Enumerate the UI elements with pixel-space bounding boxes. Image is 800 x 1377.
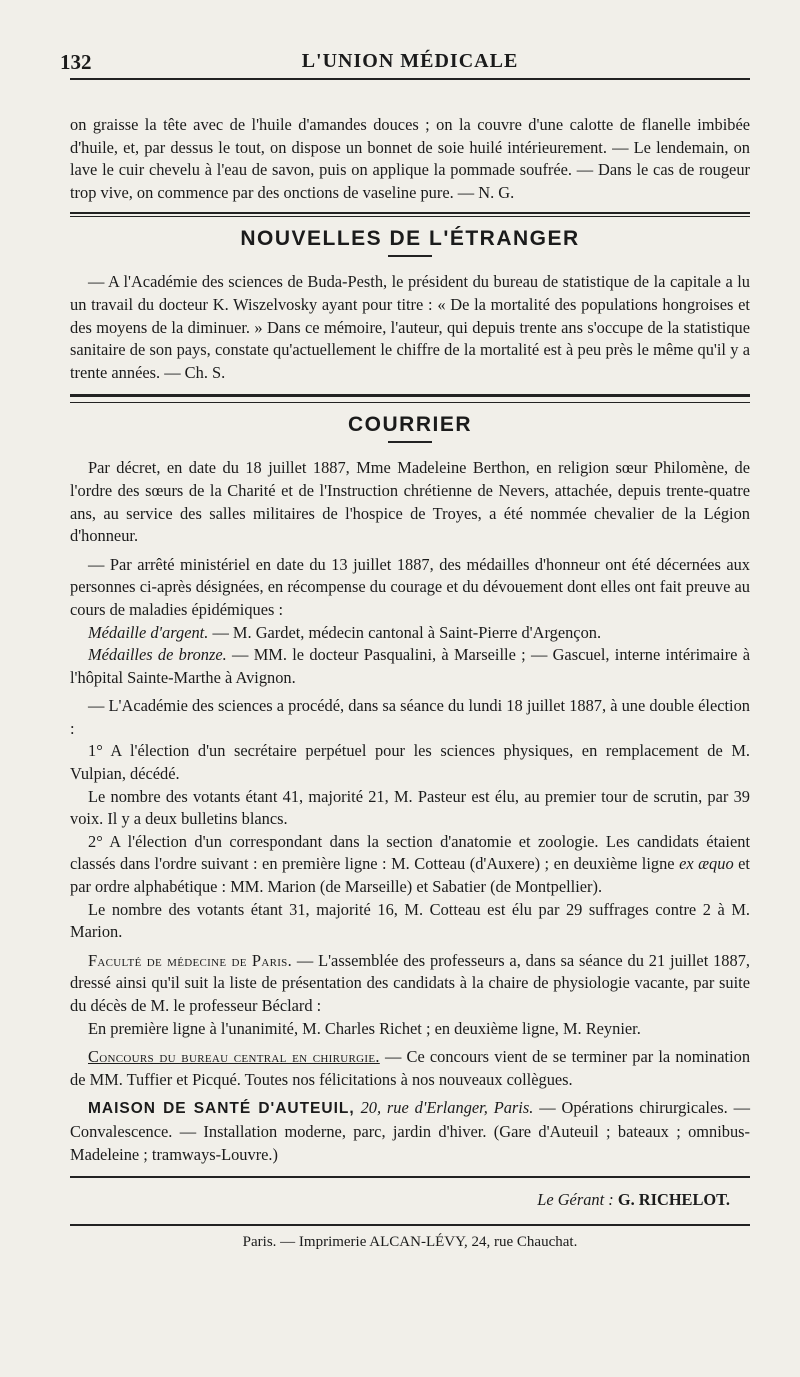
footer-divider — [70, 1176, 750, 1178]
journal-title: L'UNION MÉDICALE — [301, 50, 519, 72]
faculte-list: En première ligne à l'unanimité, M. Charles Richet ; en deuxième ligne, M. Reynier. — [88, 1018, 641, 1038]
courrier-paragraph-vote-2: Le nombre des votants étant 31, majorité 16, M. Cotteau est élu par 29 suffrages contre 2 à M. Marion. — [70, 899, 750, 942]
running-head — [60, 44, 750, 80]
section-title-courrier: COURRIER — [347, 413, 472, 437]
gerant-name: G. RICHELOT. — [613, 1190, 730, 1210]
section-divider — [70, 212, 750, 217]
courrier-paragraph-election-2 — [70, 831, 750, 899]
maison-address: 20, rue d'Erlanger, Paris. — [354, 1098, 534, 1118]
medal-bronze — [70, 644, 750, 689]
maison-paragraph — [70, 1097, 750, 1166]
courrier-paragraph-decret: Par décret, en date du 18 juillet 1887, Mme Madeleine Berthon, en religion sœur Philomène, de l'ordre des sœurs de la Charité et de l'Instruction chrétienne de Nevers, attachée, depuis trente-quatre ans, au service des salles militaires de l'hospice de Troyes, a été nommée chevalier de la Légion d'honneur. — [70, 458, 750, 546]
medal-bronze-label: Médailles de bronze. — [88, 645, 227, 665]
election-2-italic: ex æquo — [679, 854, 734, 874]
etranger-paragraph: — A l'Académie des sciences de Buda-Pesth, le président du bureau de statistique de la capitale a lu un travail du docteur K. Wiszelvosky ayant pour titre : « De la mortalité des populations hongroises et des moyens de la diminuer. » Dans ce mémoire, l'auteur, qui depuis trente ans s'occupe de la statistique sanitaire de son pays, constate qu'actuellement le chiffre de la mortalité est à peu près le même qu'il y a trente années. — Ch. S. — [70, 272, 750, 382]
section-title-etranger: NOUVELLES DE L'ÉTRANGER — [240, 227, 580, 251]
election-2-text-a: 2° A l'élection d'un correspondant dans la section d'anatomie et zoologie. Les candidats étaient classés dans l'ordre suivant : en première ligne : M. Cotteau (d'Auxere) ; en deuxième ligne — [70, 831, 750, 874]
maison-text: — Opérations chirurgicales. — Convalescence. — Installation moderne, parc, jardin d'hiver. (Gare d'Auteuil ; bateaux ; omnibus-Madeleine ; tramways-Louvre.) — [70, 1098, 750, 1164]
election-2-text-b: et par ordre alphabétique : MM. Marion (de Marseille) et Sabatier (de Montpellier). — [70, 854, 750, 897]
section-divider — [70, 394, 750, 403]
title-underline — [388, 255, 432, 257]
gerant-label: Le Gérant : — [537, 1190, 614, 1210]
faculte-paragraph — [70, 950, 750, 1018]
courrier-paragraph-academie: — L'Académie des sciences a procédé, dans sa séance du lundi 18 juillet 1887, à une double élection : — [70, 696, 750, 738]
medal-bronze-text: — MM. le docteur Pasqualini, à Marseille ; — Gascuel, interne intérimaire à l'hôpital Sainte-Marthe à Avignon. — [70, 645, 750, 687]
imprint-divider — [70, 1224, 750, 1226]
faculte-heading: Faculté de médecine de Paris. — [88, 950, 292, 970]
faculte-text: — L'assemblée des professeurs a, dans sa séance du 21 juillet 1887, dressé ainsi qu'il suit la liste de présentation des candidats à la chaire de physiologie vacante, par suite du décès de M. le professeur Béclard : — [70, 950, 750, 1015]
concours-heading: Concours du bureau central en chirurgie. — [88, 1047, 380, 1067]
courrier-paragraph-election-1: 1° A l'élection d'un secrétaire perpétuel pour les sciences physiques, en remplacement de M. Vulpian, décédé. — [70, 741, 750, 784]
medal-silver — [70, 622, 750, 645]
concours-text: — Ce concours vient de se terminer par la nomination de MM. Tuffier et Picqué. Toutes nos félicitations à nos nouveaux collègues. — [70, 1047, 751, 1089]
concours-paragraph — [70, 1046, 750, 1091]
maison-name: MAISON DE SANTÉ D'AUTEUIL, — [88, 1100, 355, 1118]
imprint-line: Paris. — Imprimerie ALCAN-LÉVY, 24, rue Chauchat. — [242, 1234, 578, 1251]
intro-paragraph: on graisse la tête avec de l'huile d'amandes douces ; on la couvre d'une calotte de flanelle imbibée d'huile, et, par dessus le tout, on dispose un bonnet de soie huilé intérieurement. — Le lendemain, on lave le cuir chevelu à l'eau de savon, puis on applique la pommade soufrée. — Dans le cas de rougeur trop vive, on commence par des onctions de vaseline pure. — N. G. — [70, 115, 750, 202]
gerant-signature — [70, 1190, 730, 1210]
courrier-paragraph-vote-1: Le nombre des votants étant 41, majorité 21, M. Pasteur est élu, au premier tour de scrutin, par 39 voix. Il y a deux bulletins blancs. — [70, 786, 750, 829]
page-number: 132 — [60, 50, 92, 74]
title-underline — [388, 441, 432, 443]
medal-silver-label: Médaille d'argent. — [88, 622, 209, 642]
courrier-paragraph-medailles: — Par arrêté ministériel en date du 13 juillet 1887, des médailles d'honneur ont été décernées aux personnes ci-après désignées, en récompense du courage et du dévouement dont elles ont fait preuve au cours de maladies épidémiques : — [70, 554, 750, 619]
medal-silver-text: — M. Gardet, médecin cantonal à Saint-Pierre d'Argençon. — [208, 622, 602, 642]
